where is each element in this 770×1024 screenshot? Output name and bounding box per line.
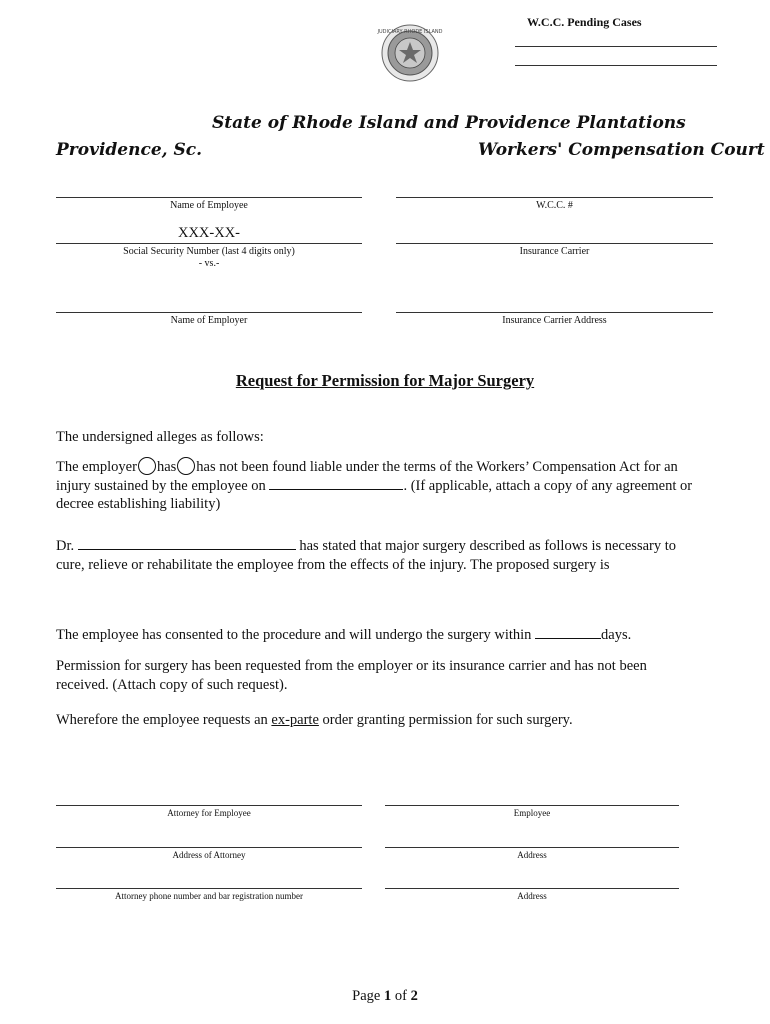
injury-line-b: . (If applicable, attach a copy of any agreement or — [403, 477, 693, 494]
state-title: State of Rhode Island and Providence Plantations — [212, 113, 686, 133]
ssn-line[interactable] — [56, 243, 362, 244]
employer-name-line[interactable] — [56, 312, 362, 313]
employee-name-line[interactable] — [56, 197, 362, 198]
insurance-address-label: Insurance Carrier Address — [502, 315, 607, 326]
has-not-radio[interactable] — [177, 457, 195, 475]
ex-parte-term: ex-parte — [271, 712, 319, 728]
ssn-label: Social Security Number (last 4 digits only) — [123, 246, 295, 257]
court-name: Workers' Compensation Court — [478, 140, 765, 160]
option-has: has — [156, 459, 177, 475]
consent-paragraph — [56, 626, 631, 645]
pending-cases-label: W.C.C. Pending Cases — [527, 15, 642, 29]
employee-address-line-1[interactable] — [385, 847, 679, 848]
attorney-address-line[interactable] — [56, 847, 362, 848]
attorney-for-employee-label: Attorney for Employee — [167, 808, 251, 818]
versus-label: - vs.- — [198, 258, 220, 269]
page-of: of — [394, 988, 407, 1004]
page-current: 1 — [383, 988, 392, 1004]
dr-prefix: Dr. — [56, 538, 75, 554]
employee-address-line-2[interactable] — [385, 888, 679, 889]
page-number — [0, 988, 770, 1005]
injury-line-a: injury sustained by the employee on — [56, 477, 266, 494]
address-of-attorney-label: Address of Attorney — [172, 850, 246, 860]
page-prefix: Page — [352, 988, 381, 1004]
insurance-address-line[interactable] — [396, 312, 713, 313]
address-label-1: Address — [517, 850, 547, 860]
has-radio[interactable] — [138, 457, 156, 475]
seal-text: JUDICIARY RHODE ISLAND — [377, 29, 443, 35]
wherefore-prefix: Wherefore the employee requests an — [56, 712, 268, 728]
county-label: Providence, Sc. — [56, 140, 203, 160]
form-title: Request for Permission for Major Surgery — [235, 371, 535, 390]
dr-line2: cure, relieve or rehabilitate the employee from the effects of the injury. The proposed surgery is — [56, 556, 610, 573]
employee-signature-line[interactable] — [385, 805, 679, 806]
address-label-2: Address — [517, 891, 547, 901]
employee-name-label: Name of Employee — [170, 200, 248, 211]
employee-label: Employee — [513, 808, 551, 818]
employer-prefix: The employer — [56, 459, 137, 475]
attorney-phone-line[interactable] — [56, 888, 362, 889]
permission-line1: Permission for surgery has been requested from the employer or its insurance carrier and has not been — [56, 658, 647, 674]
insurance-carrier-line[interactable] — [396, 243, 713, 244]
page-total: 2 — [410, 988, 418, 1004]
wherefore-paragraph — [56, 711, 573, 730]
employer-name-label: Name of Employer — [170, 315, 248, 326]
option-has-not: has not been found liable under the terms of the Workers’ Compensation Act for an — [196, 459, 678, 475]
liability-paragraph — [56, 457, 726, 514]
injury-date-blank[interactable] — [269, 477, 403, 490]
pending-case-line-1[interactable] — [515, 32, 717, 47]
permission-line2: received. (Attach copy of such request). — [56, 676, 288, 693]
wcc-number-label: W.C.C. # — [536, 200, 573, 211]
permission-paragraph — [56, 657, 726, 694]
consent-suffix: days. — [601, 627, 632, 643]
insurance-carrier-label: Insurance Carrier — [519, 246, 590, 257]
consent-prefix: The employee has consented to the procedure and will undergo the surgery within — [56, 627, 532, 643]
wcc-number-line[interactable] — [396, 197, 713, 198]
alleges-text: The undersigned alleges as follows: — [56, 429, 264, 445]
doctor-paragraph — [56, 537, 726, 574]
ssn-value: XXX-XX- — [177, 225, 240, 241]
doctor-name-blank[interactable] — [78, 537, 296, 550]
court-seal — [377, 24, 443, 82]
injury-line-c: decree establishing liability) — [56, 496, 221, 512]
attorney-phone-label: Attorney phone number and bar registration number — [115, 891, 303, 901]
dr-suffix: has stated that major surgery described as follows is necessary to — [299, 538, 677, 554]
attorney-signature-line[interactable] — [56, 805, 362, 806]
pending-case-line-2[interactable] — [515, 51, 717, 66]
wherefore-suffix: order granting permission for such surgery. — [322, 712, 573, 728]
days-blank[interactable] — [535, 626, 601, 639]
